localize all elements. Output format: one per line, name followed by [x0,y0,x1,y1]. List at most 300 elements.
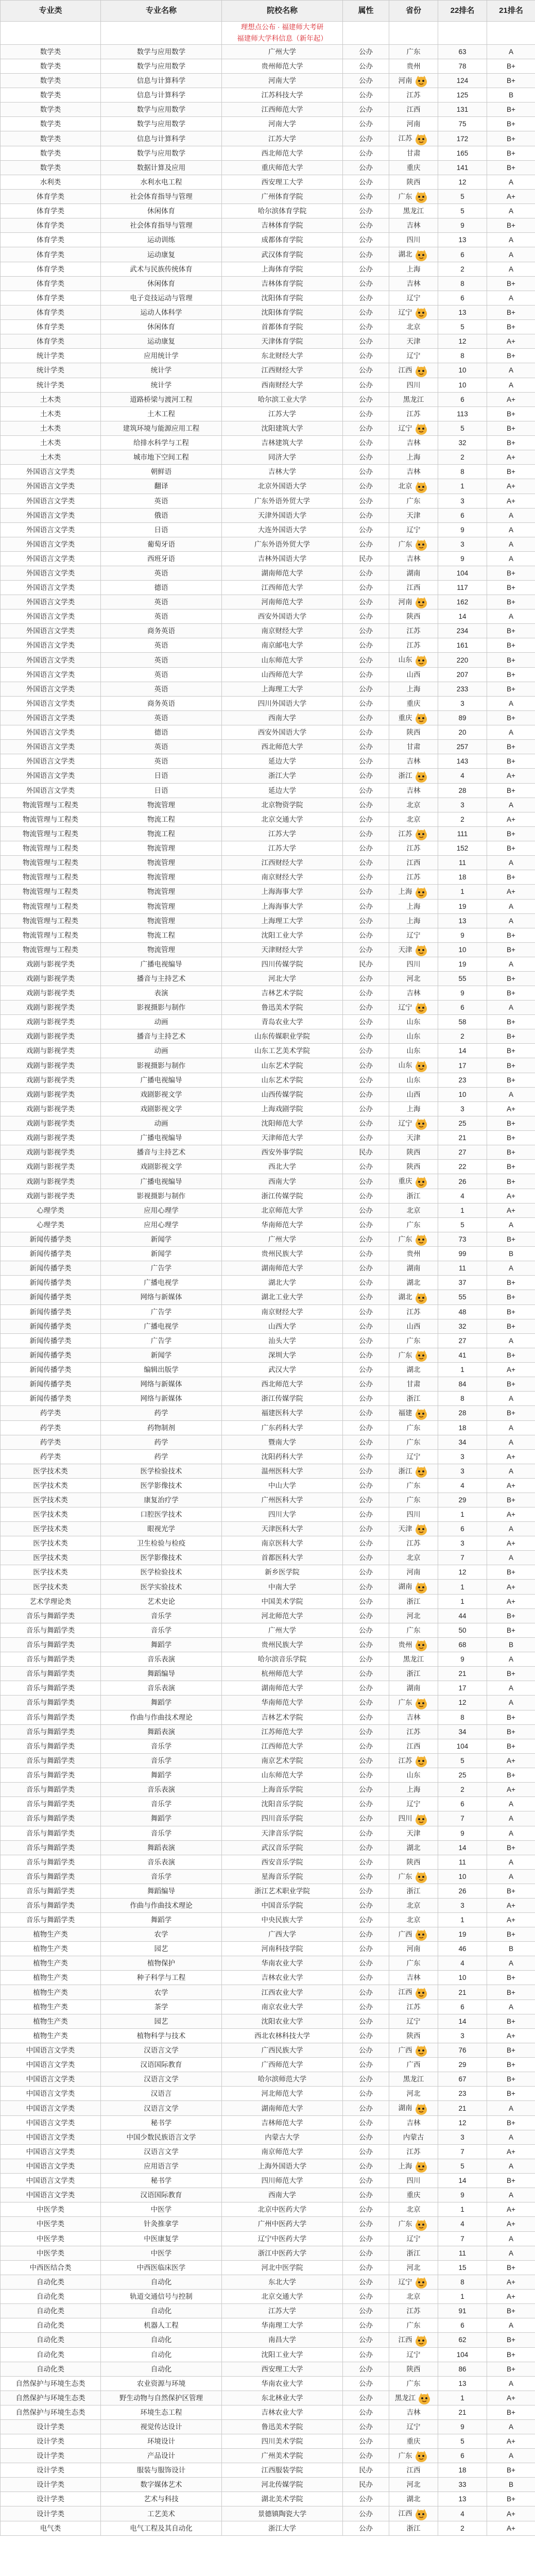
table-cell [487,479,535,494]
cell-text: 四川美术学院 [261,2437,303,2445]
table-cell [343,1073,389,1087]
table-cell [343,2246,389,2260]
cell-text: B+ [507,106,515,114]
table-row [1,1247,535,1261]
cell-text: 公办 [359,1641,373,1649]
table-cell [101,2492,222,2506]
cell-text: B+ [507,1308,515,1316]
cell-text: 华南师范大学 [261,1221,303,1229]
table-cell [101,189,222,204]
cell-text: 体育学类 [37,323,64,331]
cell-text: 西安外国语大学 [257,613,307,621]
cell-text: 自动化类 [37,2321,64,2330]
table-cell [438,1392,487,1406]
table-cell [438,1276,487,1290]
cell-text: B+ [507,1076,515,1084]
cell-text: 北京 [406,801,421,809]
table-cell [222,1174,343,1189]
cell-text: B+ [507,1351,515,1359]
cell-text: 公办 [359,526,373,534]
cell-text: 设计学类 [37,2466,64,2475]
table-cell [487,1840,535,1855]
table-cell [389,2058,438,2072]
table-cell [101,682,222,696]
cell-text: 19 [458,902,467,910]
cell-text: B+ [507,2090,515,2098]
table-cell [343,1696,389,1710]
table-cell [389,580,438,595]
table-cell [438,1811,487,1826]
table-cell [1,1449,101,1464]
cell-text: 数学与应用数学 [136,62,186,70]
cell-text: 125 [456,91,469,99]
table-cell [487,1160,535,1174]
table-cell [222,2202,343,2217]
table-row [1,2260,535,2275]
table-cell [389,2376,438,2391]
table-cell [343,595,389,609]
table-cell [343,2318,389,2333]
table-cell [1,1551,101,1565]
table-cell [487,2391,535,2405]
table-row [1,2275,535,2289]
mascot-sticker-icon [413,770,429,783]
table-cell [101,1217,222,1232]
cell-text: A [508,613,513,621]
cell-text: 中国语言文学类 [26,2133,75,2141]
cell-text: A+ [507,2206,515,2214]
table-cell [343,1029,389,1044]
table-cell [222,508,343,522]
table-cell [222,1101,343,1116]
table-cell [389,2405,438,2419]
cell-text: A [508,1655,513,1664]
cell-text: 土木类 [40,395,61,403]
table-row [1,2202,535,2217]
table-row [1,1840,535,1855]
cell-text: 11 [458,1858,466,1866]
table-cell [101,1044,222,1058]
cell-text: A [508,2133,513,2141]
table-cell [222,522,343,537]
cell-text: 首都体育学院 [261,323,303,331]
cell-text: 外国语言文学类 [26,569,75,577]
table-cell [222,1739,343,1753]
cell-text: B+ [507,1380,515,1388]
table-cell [343,1797,389,1811]
cell-text: 公办 [359,1134,373,1142]
cell-text: 公办 [359,945,373,954]
cell-text: 中医学类 [37,2234,64,2243]
column-header: 专业类 [1,1,101,22]
cell-text: 沈阳药科大学 [261,1452,303,1461]
cell-text: 广告学 [150,1308,172,1316]
cell-text: 55 [458,1293,467,1301]
table-cell [389,1783,438,1797]
cell-text: 物流工程 [147,815,175,823]
table-cell [1,1681,101,1696]
cell-text: 山西传媒学院 [261,1090,303,1098]
table-cell [438,653,487,667]
cell-text: 公办 [359,1496,373,1504]
table-cell [343,1044,389,1058]
table-cell [343,856,389,870]
table-cell [343,465,389,479]
table-cell [389,1392,438,1406]
cell-text: 物流管理与工程类 [23,917,78,925]
table-cell [389,798,438,812]
table-row [1,885,535,899]
table-cell [101,88,222,103]
cell-text: 东北林业大学 [261,2394,303,2402]
cell-text: 俄语 [154,511,168,519]
cell-text: 南京师范大学 [261,2147,303,2156]
cell-text: 艺术史论 [147,1597,175,1605]
table-cell [487,291,535,305]
table-cell [101,436,222,450]
mascot-sticker-icon [413,1291,429,1304]
cell-text: 公办 [359,1467,373,1475]
cell-text: 数学类 [40,91,61,99]
table-cell [487,2362,535,2376]
table-row [1,595,535,609]
cell-text: B+ [507,670,515,679]
table-cell [1,1753,101,1768]
cell-text: 西南大学 [268,714,296,722]
cell-text: A+ [507,815,515,823]
table-cell [101,1768,222,1783]
cell-text: 广州中医药大学 [257,2220,307,2228]
table-cell [438,2463,487,2478]
cell-text: 江苏大学 [268,134,296,143]
table-cell [438,103,487,117]
table-cell [389,1101,438,1116]
cell-text: 公办 [359,917,373,925]
table-cell [222,2492,343,2506]
cell-text: 口腔医学技术 [140,1510,182,1518]
cell-text: 9 [460,526,464,534]
table-cell [101,2506,222,2521]
cell-text: 21 [458,1988,467,1996]
table-row [1,131,535,146]
table-row [1,1768,535,1783]
table-row [1,1869,535,1884]
cell-text: B+ [507,1930,515,1939]
table-cell [487,1276,535,1290]
cell-text: 戏剧与影视学类 [26,1148,75,1157]
table-cell [343,1420,389,1435]
table-cell [438,2246,487,2260]
table-cell [101,1652,222,1667]
cell-text: 医学技术类 [33,1568,68,1577]
table-cell [389,1464,438,1478]
table-row [1,1015,535,1029]
cell-text: 西安理工大学 [261,178,303,186]
table-cell [101,2463,222,2478]
cell-text: 医学检验技术 [140,1467,182,1475]
cell-text: 220 [456,656,469,664]
table-cell [343,160,389,175]
table-cell [222,1217,343,1232]
cell-text: B+ [507,989,515,997]
table-cell [389,1753,438,1768]
table-cell [222,2448,343,2463]
cell-text: 朝鲜语 [150,468,172,476]
table-cell [222,1087,343,1101]
table-cell [487,2115,535,2130]
cell-text: 湖北工业大学 [261,1293,303,1301]
table-cell [101,754,222,769]
table-cell [101,1363,222,1377]
table-cell [389,2159,438,2173]
cell-text: 北京外国语大学 [257,482,307,490]
table-cell [438,1956,487,1971]
table-cell [1,276,101,291]
cell-text: 贵州师范大学 [261,62,303,70]
table-cell [487,1971,535,1985]
cell-text: 10 [458,381,467,389]
cell-text: 音乐表演 [147,1684,175,1692]
table-row [1,1420,535,1435]
cell-text: 数学类 [40,149,61,157]
cell-text: 公办 [359,1858,373,1866]
table-cell [1,218,101,233]
cell-text: 中医康复学 [144,2234,179,2243]
cell-text: 152 [456,844,469,853]
cell-text: 12 [458,178,467,186]
table-cell [101,2188,222,2202]
table-cell [222,1667,343,1681]
cell-text: B+ [507,786,515,794]
table-cell [389,1899,438,1913]
cell-text: A+ [507,2524,515,2532]
column-header: 省份 [389,1,438,22]
cell-text: 公办 [359,2191,373,2199]
cell-text: 戏剧与影视学类 [26,1105,75,1113]
table-row [1,1608,535,1623]
table-cell [1,1276,101,1290]
table-row [1,291,535,305]
table-cell [487,204,535,218]
table-cell [389,754,438,769]
table-cell [389,1565,438,1580]
cell-text: 山东 [406,1047,421,1055]
cell-text: 南京财经大学 [261,627,303,635]
table-cell [438,2014,487,2028]
cell-text: 浙江 [406,1887,421,1895]
cell-text: 药学 [154,1438,168,1446]
cell-text: 陕西 [406,2365,421,2373]
cell-text: 山东 [406,1771,421,1780]
cell-text: 浙江艺术职业学院 [254,1887,310,1895]
table-cell [222,1377,343,1392]
table-cell [222,899,343,913]
table-cell [101,1724,222,1739]
table-cell [1,696,101,710]
cell-text: 舞蹈编导 [147,1887,175,1895]
cell-text: B [508,91,513,99]
cell-text: 河北 [406,2263,421,2272]
table-cell [438,1927,487,1942]
cell-text: 商务英语 [147,699,175,707]
table-cell [101,204,222,218]
cell-text: 河南 [406,1568,421,1577]
cell-text: 体育学类 [37,222,64,230]
table-cell [1,1507,101,1521]
table-row [1,421,535,435]
table-cell [438,1189,487,1203]
cell-text: 社会体育指导与管理 [130,193,193,201]
table-cell [343,972,389,986]
table-cell [487,1435,535,1449]
cell-text: 物流管理与工程类 [23,844,78,853]
cell-text: 环境设计 [147,2437,175,2445]
table-cell [487,2174,535,2188]
table-cell [222,1696,343,1710]
table-row [1,826,535,841]
cell-text: 西北师范大学 [261,743,303,751]
table-cell [101,2376,222,2391]
cell-text: 体育学类 [37,265,64,273]
cell-text: A [508,801,513,809]
cell-text: 公办 [359,685,373,693]
cell-text: 公办 [359,2336,373,2344]
table-cell [101,1999,222,2014]
cell-text: A [508,1815,513,1823]
cell-text: 天津医科大学 [261,1525,303,1533]
cell-text: 18 [458,873,467,882]
cell-text: 同济大学 [268,453,296,462]
cell-text: 吉林体育学院 [261,279,303,287]
table-cell [438,2434,487,2448]
table-row [1,160,535,175]
cell-text: 吉林外国语大学 [257,554,307,563]
table-cell [438,1840,487,1855]
table-cell [343,2521,389,2535]
table-cell [1,1247,101,1261]
table-cell [222,1319,343,1333]
table-cell [101,609,222,624]
table-cell [343,1493,389,1507]
table-cell [389,812,438,826]
cell-text: 公办 [359,1612,373,1620]
table-cell [1,1478,101,1493]
table-cell [438,986,487,1001]
table-cell [1,667,101,682]
cell-text: 10 [458,945,467,954]
table-cell [487,609,535,624]
table-cell [438,1203,487,1217]
cell-text: 1 [460,482,464,490]
cell-text: 公办 [359,134,373,143]
notice-line-1: 理想点公布 · 福建师大考研 [240,23,324,31]
cell-text: 21 [458,2104,467,2112]
table-cell [389,1580,438,1594]
cell-text: 23 [458,1076,467,1084]
cell-text: 公办 [359,1105,373,1113]
table-cell [1,826,101,841]
mascot-sticker-icon [413,1117,429,1130]
table-cell [1,2028,101,2043]
table-row [1,1290,535,1304]
cell-text: 辽宁 [398,1004,412,1011]
cell-text: 113 [457,410,468,418]
table-cell [222,2260,343,2275]
cell-text: 山西 [406,670,421,679]
cell-text: 作曲与作曲技术理论 [130,1902,193,1909]
cell-text: B+ [507,1018,515,1026]
cell-text: 6 [460,250,464,259]
cell-text: A [508,1004,513,1012]
table-cell [1,609,101,624]
table-cell [222,305,343,319]
cell-text: 公办 [359,1525,373,1533]
cell-text: 体育学类 [37,337,64,346]
cell-text: 广东 [406,1221,421,1229]
cell-text: 公办 [359,641,373,650]
table-cell [222,1710,343,1724]
table-cell [389,1493,438,1507]
table-cell [101,1637,222,1652]
table-row [1,1956,535,1971]
table-cell [1,421,101,435]
cell-text: 6 [460,511,464,519]
table-cell [343,1247,389,1261]
cell-text: A [508,236,513,244]
table-cell [343,696,389,710]
cell-text: A+ [507,1786,515,1794]
table-cell [438,2376,487,2391]
cell-text: 5 [460,424,464,432]
table-row [1,2014,535,2028]
cell-text: 公办 [359,931,373,939]
table-cell [101,2174,222,2188]
cell-text: 体育学类 [37,294,64,302]
table-cell [389,233,438,247]
table-cell [101,986,222,1001]
table-row [1,1942,535,1956]
table-cell [389,146,438,160]
table-cell [1,1131,101,1145]
table-cell [438,885,487,899]
table-cell [487,1855,535,1869]
cell-text: 东北财经大学 [261,352,303,360]
table-cell [389,334,438,349]
table-cell [222,653,343,667]
table-cell [1,1594,101,1608]
cell-text: 网络与新媒体 [140,1380,182,1388]
table-cell [101,1884,222,1899]
table-cell [438,696,487,710]
table-cell [487,1449,535,1464]
table-cell [343,2202,389,2217]
cell-text: 陕西 [406,1163,421,1171]
cell-text: 自动化 [150,2307,172,2315]
table-cell [343,1608,389,1623]
cell-text: 公办 [359,511,373,519]
table-cell [487,1594,535,1608]
cell-text: 公办 [359,815,373,823]
cell-text: B+ [507,1988,515,1996]
cell-text: A [508,540,513,548]
cell-text: 207 [456,670,469,679]
cell-text: 外国语言文学类 [26,786,75,794]
mascot-sticker-icon [417,2392,432,2405]
cell-text: 西北师范大学 [261,1380,303,1388]
cell-text: 应用语言学 [144,2162,179,2170]
table-cell [1,2231,101,2246]
cell-text: 山东师范大学 [261,1771,303,1780]
